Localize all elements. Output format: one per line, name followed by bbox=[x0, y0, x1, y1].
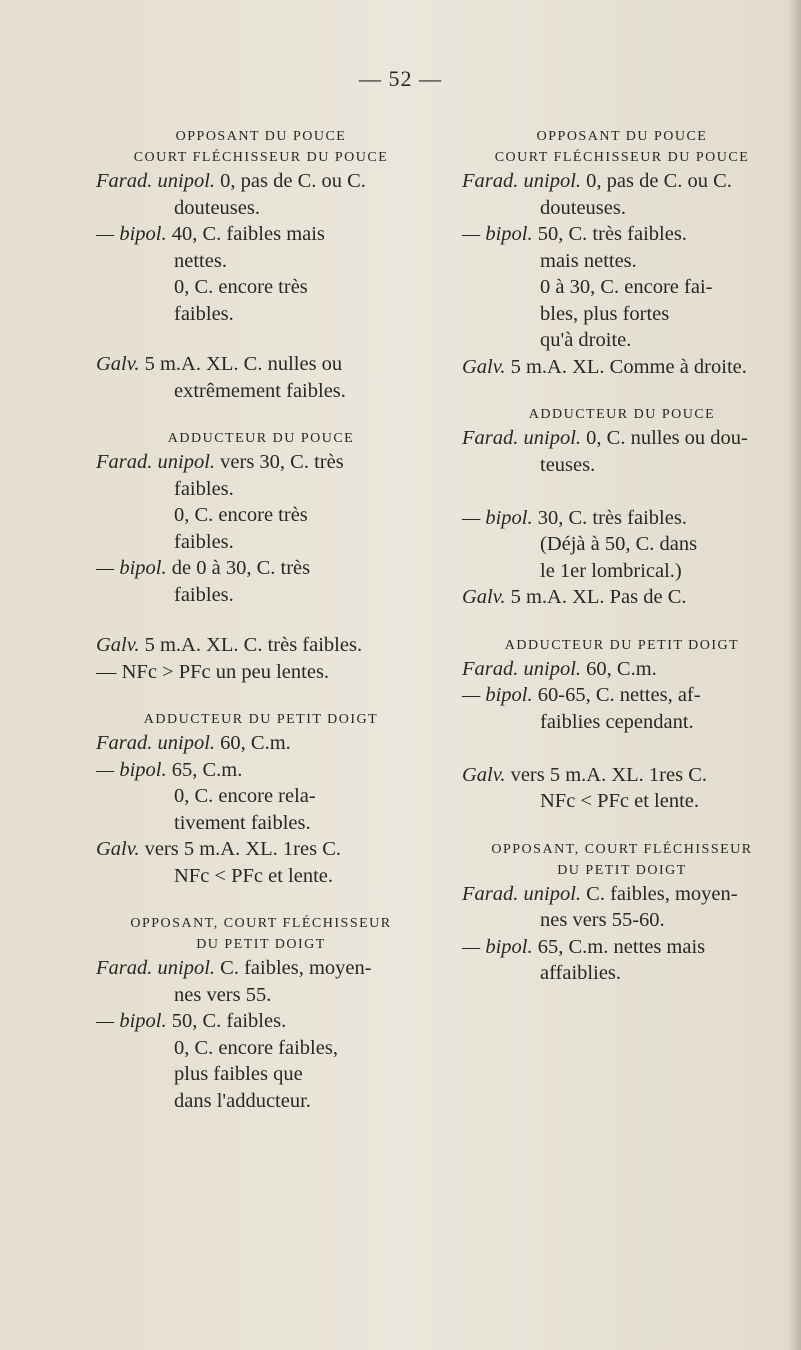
text-line bbox=[462, 960, 782, 987]
text-line bbox=[96, 274, 426, 301]
text-line bbox=[96, 248, 426, 275]
section-heading: OPPOSANT, COURT FLÉCHISSEUR bbox=[491, 841, 753, 857]
line-text: 0, C. encore rela- bbox=[174, 785, 316, 807]
method-label: Galv. bbox=[96, 838, 140, 860]
line-text: faiblies cependant. bbox=[540, 710, 694, 733]
text-line bbox=[96, 783, 426, 810]
text-line bbox=[96, 1008, 426, 1035]
line-text: vers 5 m.A. XL. 1res C. bbox=[139, 838, 342, 860]
text-line bbox=[462, 248, 782, 275]
text-line bbox=[462, 354, 782, 381]
line-text: 5 m.A. XL. Comme à droite. bbox=[505, 355, 747, 378]
method-label: Farad. unipol. bbox=[462, 170, 582, 192]
line-text: plus faibles que bbox=[174, 1063, 303, 1085]
line-text: NFc < PFc et lente. bbox=[174, 864, 334, 887]
text-line bbox=[462, 584, 782, 611]
method-label: Farad. unipol. bbox=[462, 657, 582, 680]
left-column bbox=[96, 126, 426, 1138]
line-text: mais nettes. bbox=[540, 249, 637, 272]
line-text: 65, C.m. bbox=[166, 758, 243, 781]
line-text: 0 à 30, C. encore fai- bbox=[540, 276, 713, 298]
line-text: 50, C. faibles. bbox=[166, 1010, 287, 1032]
section-heading: ADDUCTEUR DU POUCE bbox=[167, 431, 355, 446]
text-line bbox=[462, 788, 782, 815]
text-line bbox=[462, 327, 782, 354]
text-line bbox=[462, 274, 782, 301]
line-text: 5 m.A. XL. Pas de C. bbox=[505, 586, 687, 608]
text-line bbox=[96, 582, 426, 609]
line-text: affaiblies. bbox=[540, 962, 622, 984]
method-label: Galv. bbox=[462, 586, 506, 608]
section-heading: ADDUCTEUR DU POUCE bbox=[528, 407, 716, 422]
method-label: Galv. bbox=[96, 353, 140, 375]
text-line bbox=[462, 301, 782, 328]
section-heading: OPPOSANT DU POUCE bbox=[536, 129, 708, 144]
text-line bbox=[96, 1061, 426, 1088]
section-block bbox=[96, 428, 426, 608]
section-heading: COURT FLÉCHISSEUR DU POUCE bbox=[133, 150, 389, 165]
section-block bbox=[462, 126, 782, 380]
text-line bbox=[462, 195, 782, 222]
text-line bbox=[96, 502, 426, 529]
text-line bbox=[96, 1088, 426, 1115]
text-line bbox=[96, 221, 426, 248]
text-line bbox=[96, 1035, 426, 1062]
line-text: douteuses. bbox=[174, 196, 260, 219]
line-text: tivement faibles. bbox=[174, 811, 311, 834]
line-text: vers 5 m.A. XL. 1res C. bbox=[505, 763, 708, 786]
method-label: Farad. unipol. bbox=[462, 427, 582, 449]
line-spacer bbox=[462, 735, 782, 762]
text-line bbox=[462, 881, 782, 908]
text-line bbox=[462, 425, 782, 452]
line-text: nes vers 55. bbox=[174, 983, 272, 1006]
text-line bbox=[96, 955, 426, 982]
text-line bbox=[96, 632, 426, 659]
text-line bbox=[462, 505, 782, 532]
text-line bbox=[462, 907, 782, 934]
text-line bbox=[96, 730, 426, 757]
line-text: de 0 à 30, C. très bbox=[166, 557, 311, 579]
text-line bbox=[462, 452, 782, 479]
line-text: qu'à droite. bbox=[540, 329, 632, 351]
method-label: Farad. unipol. bbox=[462, 882, 582, 905]
section-heading: OPPOSANT, COURT FLÉCHISSEUR bbox=[130, 916, 392, 931]
section-block bbox=[96, 351, 426, 404]
page-number: — 52 — bbox=[359, 66, 442, 91]
line-spacer bbox=[462, 478, 782, 505]
section-heading: OPPOSANT DU POUCE bbox=[175, 129, 347, 144]
section-block bbox=[462, 839, 782, 987]
section-heading: DU PETIT DOIGT bbox=[557, 862, 687, 878]
line-text: 5 m.A. XL. C. très faibles. bbox=[139, 634, 363, 656]
text-line bbox=[96, 810, 426, 837]
line-text: 40, C. faibles mais bbox=[166, 223, 325, 245]
right-column bbox=[462, 126, 782, 1011]
text-line bbox=[462, 934, 782, 961]
method-label: — bipol. bbox=[96, 1010, 167, 1032]
line-text: faibles. bbox=[174, 302, 234, 325]
line-text: faibles. bbox=[174, 530, 234, 553]
section-block bbox=[96, 709, 426, 889]
line-text: NFc < PFc et lente. bbox=[540, 790, 700, 812]
line-text: extrêmement faibles. bbox=[174, 379, 346, 402]
text-line bbox=[96, 476, 426, 503]
text-line bbox=[96, 195, 426, 222]
section-block bbox=[462, 635, 782, 815]
line-text: 30, C. très faibles. bbox=[532, 506, 687, 529]
text-line bbox=[96, 555, 426, 582]
text-line bbox=[462, 558, 782, 585]
text-line bbox=[462, 221, 782, 248]
text-line bbox=[96, 168, 426, 195]
line-text: 5 m.A. XL. C. nulles ou bbox=[139, 353, 343, 375]
method-label: Farad. unipol. bbox=[96, 957, 216, 979]
line-text: douteuses. bbox=[540, 196, 626, 219]
line-text: dans l'adducteur. bbox=[174, 1089, 311, 1112]
line-text: 0, pas de C. ou C. bbox=[581, 170, 732, 192]
line-text: faibles. bbox=[174, 477, 234, 500]
section-block bbox=[96, 632, 426, 685]
line-text: bles, plus fortes bbox=[540, 302, 670, 325]
method-label: — bipol. bbox=[96, 557, 167, 579]
section-heading: DU PETIT DOIGT bbox=[196, 937, 326, 952]
section-block bbox=[96, 913, 426, 1114]
method-label: Galv. bbox=[462, 763, 506, 786]
line-text: 60, C.m. bbox=[215, 732, 291, 754]
method-label: Farad. unipol. bbox=[96, 451, 216, 473]
method-label: — bipol. bbox=[462, 223, 533, 245]
text-line bbox=[462, 709, 782, 736]
line-text: (Déjà à 50, C. dans bbox=[540, 533, 698, 555]
method-label: Galv. bbox=[96, 634, 140, 656]
method-label: — bipol. bbox=[462, 935, 533, 958]
method-label: Galv. bbox=[462, 355, 506, 378]
section-heading: ADDUCTEUR DU PETIT DOIGT bbox=[504, 637, 740, 653]
line-text: vers 30, C. très bbox=[215, 451, 344, 473]
text-line bbox=[462, 682, 782, 709]
line-text: C. faibles, moyen- bbox=[581, 882, 738, 905]
line-text: nettes. bbox=[174, 249, 227, 272]
line-text: 60, C.m. bbox=[581, 657, 657, 680]
line-text: 0, C. nulles ou dou- bbox=[581, 427, 748, 449]
text-line bbox=[462, 762, 782, 789]
line-text: teuses. bbox=[540, 453, 596, 476]
page-edge-shadow bbox=[787, 0, 801, 1350]
text-line bbox=[96, 351, 426, 378]
method-label: Farad. unipol. bbox=[96, 732, 216, 754]
section-block bbox=[462, 404, 782, 611]
method-label: — bipol. bbox=[96, 223, 167, 245]
line-text: 0, C. encore faibles, bbox=[174, 1036, 338, 1059]
method-label: — bipol. bbox=[462, 684, 533, 706]
line-text: 0, C. encore très bbox=[174, 276, 308, 298]
section-heading: COURT FLÉCHISSEUR DU POUCE bbox=[494, 150, 750, 165]
text-line bbox=[96, 529, 426, 556]
line-text: le 1er lombrical.) bbox=[540, 559, 682, 582]
line-text: — NFc > PFc un peu lentes. bbox=[96, 660, 330, 683]
text-line bbox=[96, 301, 426, 328]
text-line bbox=[462, 531, 782, 558]
line-text: C. faibles, moyen- bbox=[215, 957, 372, 979]
section-heading: ADDUCTEUR DU PETIT DOIGT bbox=[143, 712, 379, 727]
line-text: faibles. bbox=[174, 583, 234, 606]
line-text: 65, C.m. nettes mais bbox=[532, 935, 706, 958]
text-line bbox=[96, 757, 426, 784]
text-line bbox=[96, 863, 426, 890]
text-line bbox=[96, 449, 426, 476]
line-text: 0, C. encore très bbox=[174, 504, 308, 526]
method-label: Farad. unipol. bbox=[96, 170, 216, 192]
line-text: 50, C. très faibles. bbox=[532, 223, 687, 245]
method-label: — bipol. bbox=[462, 506, 533, 529]
line-text: 60-65, C. nettes, af- bbox=[532, 684, 701, 706]
line-text: 0, pas de C. ou C. bbox=[215, 170, 366, 192]
text-line bbox=[96, 659, 426, 686]
section-block bbox=[96, 126, 426, 327]
line-text: nes vers 55-60. bbox=[540, 909, 665, 931]
text-line bbox=[96, 378, 426, 405]
text-line bbox=[462, 168, 782, 195]
text-line bbox=[96, 982, 426, 1009]
text-line bbox=[462, 656, 782, 683]
text-line bbox=[96, 836, 426, 863]
method-label: — bipol. bbox=[96, 758, 167, 781]
